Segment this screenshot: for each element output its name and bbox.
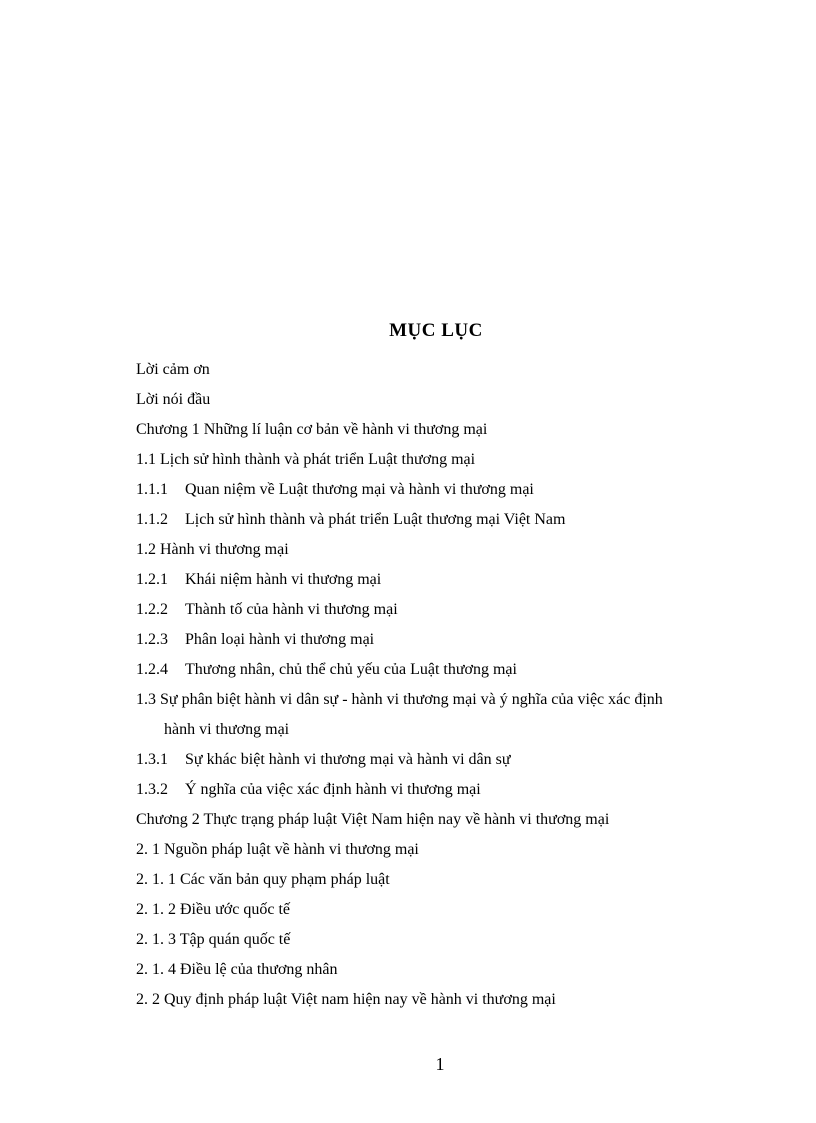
toc-entry-number: 1.2.3 <box>136 631 168 648</box>
toc-entry <box>136 565 736 595</box>
toc-entry-text: 2. 1 Nguồn pháp luật về hành vi thương mại <box>136 841 419 858</box>
toc-entry-text: 2. 2 Quy định pháp luật Việt nam hiện nay về hành vi thương mại <box>136 991 556 1008</box>
toc-entry <box>136 745 736 775</box>
toc-entry-number: 1.2.4 <box>136 661 168 678</box>
toc-entry-text: Lời nói đầu <box>136 391 211 408</box>
toc-entry-number: 1.3.1 <box>136 751 168 768</box>
toc-entry <box>136 505 736 535</box>
toc-entry-continuation: hành vi thương mại <box>164 721 290 738</box>
toc-entry-text: 1.1 Lịch sử hình thành và phát triển Luật thương mại <box>136 451 476 468</box>
toc-entry <box>136 355 736 385</box>
toc-entry-text: 2. 1. 3 Tập quán quốc tế <box>136 931 291 948</box>
toc-entry <box>136 445 736 475</box>
toc-entry-text: Phân loại hành vi thương mại <box>185 631 375 648</box>
toc-entry-text: Chương 2 Thực trạng pháp luật Việt Nam hiện nay về hành vi thương mại <box>136 811 610 828</box>
toc-entry-text: 2. 1. 2 Điều ước quốc tế <box>136 901 290 918</box>
toc-entry-text: Thành tố của hành vi thương mại <box>185 601 398 618</box>
toc-entry-text: Lời cảm ơn <box>136 361 210 378</box>
toc-entry <box>136 865 736 895</box>
toc-entry-text: Thương nhân, chủ thể chủ yếu của Luật thương mại <box>185 661 517 678</box>
toc-entry <box>136 895 736 925</box>
toc-entry-text: Ý nghĩa của việc xác định hành vi thương mại <box>185 781 481 798</box>
toc-entry-number: 1.2.2 <box>136 601 168 618</box>
toc-entry-text: 1.3 Sự phân biệt hành vi dân sự - hành vi thương mại và ý nghĩa của việc xác định <box>136 691 663 708</box>
toc-entry-text: 1.2 Hành vi thương mại <box>136 541 289 558</box>
page-number: 1 <box>435 1054 445 1074</box>
table-of-contents <box>136 355 736 1015</box>
toc-entry-number: 1.2.1 <box>136 571 168 588</box>
toc-entry <box>136 835 736 865</box>
page-title: MỤC LỤC <box>389 320 483 341</box>
toc-entry <box>136 955 736 985</box>
toc-entry-text: Quan niệm về Luật thương mại và hành vi thương mại <box>185 481 534 498</box>
toc-entry <box>136 805 736 835</box>
toc-entry-number: 1.3.2 <box>136 781 168 798</box>
toc-entry <box>136 415 736 445</box>
toc-entry <box>136 535 736 565</box>
toc-entry-text: Sự khác biệt hành vi thương mại và hành vi dân sự <box>185 751 511 768</box>
toc-entry <box>136 595 736 625</box>
toc-entry <box>136 475 736 505</box>
toc-entry-text: 2. 1. 4 Điều lệ của thương nhân <box>136 961 338 978</box>
toc-entry <box>136 925 736 955</box>
toc-entry-number: 1.1.2 <box>136 511 168 528</box>
toc-entry-number: 1.1.1 <box>136 481 168 498</box>
toc-entry-text: Lịch sử hình thành và phát triển Luật thương mại Việt Nam <box>185 511 566 528</box>
toc-entry <box>136 655 736 685</box>
toc-entry <box>136 685 736 745</box>
toc-entry-text: 2. 1. 1 Các văn bản quy phạm pháp luật <box>136 871 390 888</box>
toc-entry <box>136 775 736 805</box>
toc-entry <box>136 625 736 655</box>
toc-entry <box>136 385 736 415</box>
toc-entry-text: Khái niệm hành vi thương mại <box>185 571 382 588</box>
toc-entry-text: Chương 1 Những lí luận cơ bản về hành vi thương mại <box>136 421 488 438</box>
toc-entry <box>136 985 736 1015</box>
